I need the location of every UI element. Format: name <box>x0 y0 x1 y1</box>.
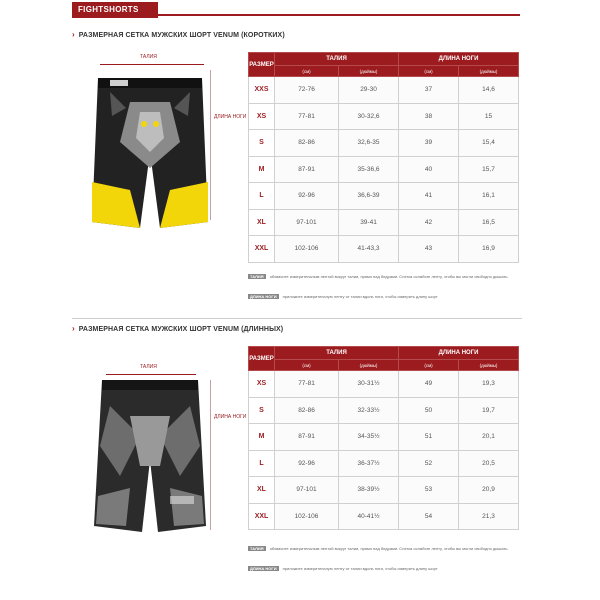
cell-waist-cm: 102-106 <box>275 503 339 530</box>
cell-leg-in: 15,4 <box>459 130 519 157</box>
cell-leg-in: 15,7 <box>459 156 519 183</box>
size-table-short <box>248 52 519 263</box>
shorts-illustration-long <box>72 340 247 570</box>
table-row <box>249 156 519 183</box>
header-waist: ТАЛИЯ <box>275 347 399 360</box>
header-leg-in: (дюймы) <box>459 360 519 371</box>
cell-waist-in: 32-33½ <box>339 397 399 424</box>
section-title: › РАЗМЕРНАЯ СЕТКА МУЖСКИХ ШОРТ VENUM (КОРОТКИХ) <box>72 30 285 39</box>
header-waist-in: (дюймы) <box>339 360 399 371</box>
size-table-body <box>249 77 519 263</box>
cell-leg-in: 16,1 <box>459 183 519 210</box>
note-tag: ТАЛИЯ <box>250 274 264 279</box>
header-waist-in: (дюймы) <box>339 66 399 77</box>
table-row <box>249 236 519 263</box>
cell-size: L <box>249 183 275 210</box>
cell-leg-cm: 39 <box>399 130 459 157</box>
table-row <box>249 209 519 236</box>
cell-leg-in: 14,6 <box>459 77 519 104</box>
note-text: приложите измерительную ленту от талии вдоль ноги, чтобы измерить длину шорт <box>282 566 438 571</box>
table-row <box>249 77 519 104</box>
note-leg <box>248 294 538 299</box>
cell-waist-cm: 97-101 <box>275 477 339 504</box>
section-divider <box>72 318 522 319</box>
long-shorts-section <box>72 324 522 594</box>
shorts-illustration-short <box>72 46 247 276</box>
shorts-image <box>90 376 210 536</box>
cell-leg-in: 20,5 <box>459 450 519 477</box>
cell-size: XXL <box>249 236 275 263</box>
cell-waist-cm: 77-81 <box>275 371 339 398</box>
cell-waist-in: 40-41½ <box>339 503 399 530</box>
header-leg-in: (дюймы) <box>459 66 519 77</box>
chevron-right-icon: › <box>72 324 75 333</box>
cell-leg-cm: 49 <box>399 371 459 398</box>
cell-waist-cm: 87-91 <box>275 424 339 451</box>
chevron-right-icon: › <box>72 30 75 39</box>
note-waist <box>248 274 538 279</box>
cell-waist-in: 36-37½ <box>339 450 399 477</box>
cell-waist-in: 36,6-39 <box>339 183 399 210</box>
header-leg: ДЛИНА НОГИ <box>399 347 519 360</box>
cell-waist-cm: 87-91 <box>275 156 339 183</box>
header-size: РАЗМЕР <box>249 53 275 77</box>
header-waist: ТАЛИЯ <box>275 53 399 66</box>
cell-waist-in: 41-43,3 <box>339 236 399 263</box>
table-row <box>249 450 519 477</box>
cell-leg-cm: 52 <box>399 450 459 477</box>
cell-leg-cm: 43 <box>399 236 459 263</box>
header-waist-cm: (см) <box>275 360 339 371</box>
cell-size: S <box>249 397 275 424</box>
cell-leg-cm: 53 <box>399 477 459 504</box>
note-tag: ДЛИНА НОГИ <box>250 566 277 571</box>
section-title: › РАЗМЕРНАЯ СЕТКА МУЖСКИХ ШОРТ VENUM (ДЛИННЫХ) <box>72 324 284 333</box>
note-waist <box>248 546 538 551</box>
cell-size: XXS <box>249 77 275 104</box>
cell-size: XXL <box>249 503 275 530</box>
table-row <box>249 477 519 504</box>
header-leg: ДЛИНА НОГИ <box>399 53 519 66</box>
cell-size: M <box>249 156 275 183</box>
cell-leg-cm: 38 <box>399 103 459 130</box>
cell-waist-cm: 72-76 <box>275 77 339 104</box>
cell-waist-in: 39-41 <box>339 209 399 236</box>
cell-leg-in: 20,9 <box>459 477 519 504</box>
cell-size: S <box>249 130 275 157</box>
cell-waist-cm: 82-86 <box>275 130 339 157</box>
cell-size: XL <box>249 477 275 504</box>
note-tag: ДЛИНА НОГИ <box>250 294 277 299</box>
cell-waist-cm: 92-96 <box>275 183 339 210</box>
cell-leg-in: 16,9 <box>459 236 519 263</box>
cell-waist-in: 30-31½ <box>339 371 399 398</box>
cell-size: L <box>249 450 275 477</box>
cell-leg-in: 20,1 <box>459 424 519 451</box>
cell-waist-cm: 97-101 <box>275 209 339 236</box>
cell-waist-cm: 102-106 <box>275 236 339 263</box>
header-leg-cm: (см) <box>399 360 459 371</box>
cell-size: XS <box>249 371 275 398</box>
cell-leg-cm: 41 <box>399 183 459 210</box>
table-row <box>249 130 519 157</box>
cell-leg-in: 15 <box>459 103 519 130</box>
cell-leg-in: 19,7 <box>459 397 519 424</box>
table-row <box>249 371 519 398</box>
size-table-body <box>249 371 519 530</box>
cell-waist-in: 29-30 <box>339 77 399 104</box>
cell-waist-cm: 77-81 <box>275 103 339 130</box>
cell-leg-cm: 51 <box>399 424 459 451</box>
header-tab: FIGHTSHORTS <box>72 2 158 18</box>
note-tag: ТАЛИЯ <box>250 546 264 551</box>
table-row <box>249 397 519 424</box>
header-waist-cm: (см) <box>275 66 339 77</box>
size-table-long <box>248 346 519 530</box>
cell-leg-cm: 37 <box>399 77 459 104</box>
leg-measure-label: ДЛИНА НОГИ <box>214 114 247 120</box>
cell-waist-in: 35-36,6 <box>339 156 399 183</box>
shorts-image <box>90 72 210 232</box>
leg-measure-line <box>210 380 211 530</box>
leg-measure-line <box>210 70 211 220</box>
cell-size: XS <box>249 103 275 130</box>
cell-leg-in: 19,3 <box>459 371 519 398</box>
cell-leg-cm: 40 <box>399 156 459 183</box>
header-size: РАЗМЕР <box>249 347 275 371</box>
waist-measure-line <box>106 374 196 375</box>
waist-measure-line <box>100 64 204 65</box>
table-row <box>249 424 519 451</box>
short-shorts-section <box>72 30 522 310</box>
note-leg <box>248 566 538 571</box>
cell-leg-cm: 54 <box>399 503 459 530</box>
cell-size: XL <box>249 209 275 236</box>
cell-waist-in: 32,6-35 <box>339 130 399 157</box>
header-leg-cm: (см) <box>399 66 459 77</box>
note-text: приложите измерительную ленту от талии вдоль ноги, чтобы измерить длину шорт <box>282 294 438 299</box>
cell-waist-in: 34-35½ <box>339 424 399 451</box>
cell-leg-in: 16,5 <box>459 209 519 236</box>
cell-leg-in: 21,3 <box>459 503 519 530</box>
cell-leg-cm: 50 <box>399 397 459 424</box>
cell-waist-cm: 92-96 <box>275 450 339 477</box>
table-row <box>249 183 519 210</box>
cell-waist-cm: 82-86 <box>275 397 339 424</box>
table-row <box>249 103 519 130</box>
leg-measure-label: ДЛИНА НОГИ <box>214 414 247 420</box>
cell-waist-in: 30-32,6 <box>339 103 399 130</box>
waist-measure-label: ТАЛИЯ <box>140 364 157 370</box>
note-text: обхвачите измерительным лентой вокруг талии, прямо над бедрами. Слегка ослабьте ленту, чтобы вы могли свободно дышать. <box>269 274 509 279</box>
waist-measure-label: ТАЛИЯ <box>140 54 157 60</box>
table-row <box>249 503 519 530</box>
cell-leg-cm: 42 <box>399 209 459 236</box>
cell-size: M <box>249 424 275 451</box>
cell-waist-in: 38-39½ <box>339 477 399 504</box>
note-text: обхвачите измерительным лентой вокруг талии, прямо над бедрами. Слегка ослабьте ленту, чтобы вы могли свободно дышать. <box>269 546 509 551</box>
